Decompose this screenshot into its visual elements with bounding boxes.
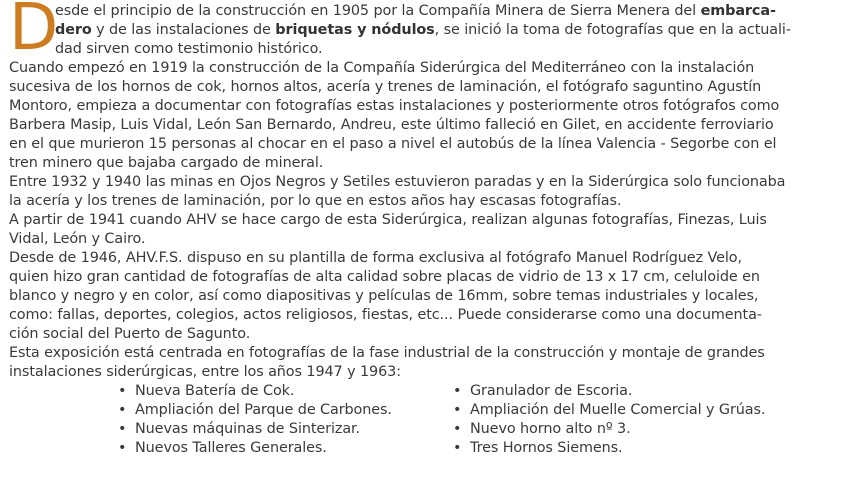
bullet-icon: •: [118, 421, 127, 437]
list-item: [453, 401, 765, 420]
paragraph-line: Montoro, empieza a documentar con fotografías estas instalaciones y posteriormente otros fotógrafos como: [9, 98, 780, 114]
bullet-icon: •: [453, 402, 462, 418]
list-item-text: Ampliación del Parque de Carbones.: [135, 402, 392, 418]
intro-line-2-mid: y de las instalaciones de: [91, 22, 276, 38]
intro-line-1-text: esde el principio de la construcción en 1905 por la Compañía Minera de Sierra Menera del: [55, 3, 701, 19]
installations-list-right: [453, 382, 765, 458]
list-item: [118, 382, 392, 401]
list-item-text: Nuevos Talleres Generales.: [135, 440, 327, 456]
paragraph-line: Desde de 1946, AHV.F.S. dispuso en su plantilla de forma exclusiva al fotógrafo Manuel Rodríguez Velo,: [9, 250, 742, 266]
intro-line-1: [55, 2, 835, 21]
paragraph-line: Cuando empezó en 1919 la construcción de la Compañía Siderúrgica del Mediterráneo con la instalación: [9, 60, 755, 76]
paragraph-line: ción social del Puerto de Sagunto.: [9, 326, 251, 342]
paragraph-line: blanco y negro y en color, así como diapositivas y películas de 16mm, sobre temas industriales y locales,: [9, 288, 759, 304]
paragraph: [9, 211, 835, 249]
bullet-icon: •: [118, 383, 127, 399]
intro-bold-embarcadero-a: embarca-: [700, 3, 776, 19]
list-item-text: Ampliación del Muelle Comercial y Grúas.: [470, 402, 766, 418]
list-item-text: Tres Hornos Siemens.: [470, 440, 623, 456]
document-body: [9, 2, 835, 464]
paragraph: [9, 344, 835, 382]
paragraph-line: instalaciones siderúrgicas, entre los años 1947 y 1963:: [9, 364, 401, 380]
intro-bold-embarcadero-b: dero: [55, 22, 92, 38]
paragraphs: [9, 59, 835, 382]
list-item: [453, 382, 765, 401]
bullet-icon: •: [453, 421, 462, 437]
bullet-icon: •: [453, 440, 462, 456]
list-item-text: Nuevo horno alto nº 3.: [470, 421, 631, 437]
list-item-text: Nueva Batería de Cok.: [135, 383, 295, 399]
paragraph-line: A partir de 1941 cuando AHV se hace cargo de esta Siderúrgica, realizan algunas fotografías, Finezas, Luis: [9, 212, 767, 228]
bullet-icon: •: [118, 440, 127, 456]
installations-lists: [9, 382, 835, 464]
paragraph-line: Esta exposición está centrada en fotografías de la fase industrial de la construcción y montaje de grandes: [9, 345, 765, 361]
paragraph-line: sucesiva de los hornos de cok, hornos altos, acería y trenes de laminación, el fotógrafo saguntino Agustín: [9, 79, 762, 95]
paragraph-line: la acería y los trenes de laminación, por lo que en estos años hay escasas fotografías.: [9, 193, 622, 209]
paragraph-line: Vidal, León y Cairo.: [9, 231, 146, 247]
list-item: [118, 420, 392, 439]
list-item-text: Granulador de Escoria.: [470, 383, 633, 399]
paragraph: [9, 59, 835, 173]
list-item: [118, 401, 392, 420]
intro-line-2: [55, 21, 835, 40]
paragraph-line: Entre 1932 y 1940 las minas en Ojos Negros y Setiles estuvieron paradas y en la Siderúrgica solo funcionaba: [9, 174, 786, 190]
paragraph-line: como: fallas, deportes, colegios, actos religiosos, fiestas, etc... Puede considerarse como una documenta-: [9, 307, 762, 323]
bullet-icon: •: [118, 402, 127, 418]
list-item-text: Nuevas máquinas de Sinterizar.: [135, 421, 361, 437]
list-item: [453, 420, 765, 439]
bullet-icon: •: [453, 383, 462, 399]
installations-list-left: [118, 382, 392, 458]
paragraph: [9, 249, 835, 344]
intro-bold-briquetas: briquetas y nódulos: [275, 22, 435, 38]
list-item: [118, 439, 392, 458]
intro-line-2-end: , se inició la toma de fotografías que en la actuali-: [434, 22, 791, 38]
intro-paragraph: [9, 0, 835, 65]
paragraph-line: Barbera Masip, Luis Vidal, León San Bernardo, Andreu, este último falleció en Gilet, en accidente ferroviario: [9, 117, 774, 133]
intro-line-3: dad sirven como testimonio histórico.: [55, 41, 323, 57]
drop-cap: D: [9, 0, 59, 65]
paragraph-line: quien hizo gran cantidad de fotografías de alta calidad sobre placas de vidrio de 13 x 17 cm, celuloide en: [9, 269, 760, 285]
paragraph: [9, 173, 835, 211]
paragraph-line: en el que murieron 15 personas al chocar en el paso a nivel el autobús de la línea Valencia - Segorbe con el: [9, 136, 777, 152]
paragraph-line: tren minero que bajaba cargado de mineral.: [9, 155, 324, 171]
list-item: [453, 439, 765, 458]
